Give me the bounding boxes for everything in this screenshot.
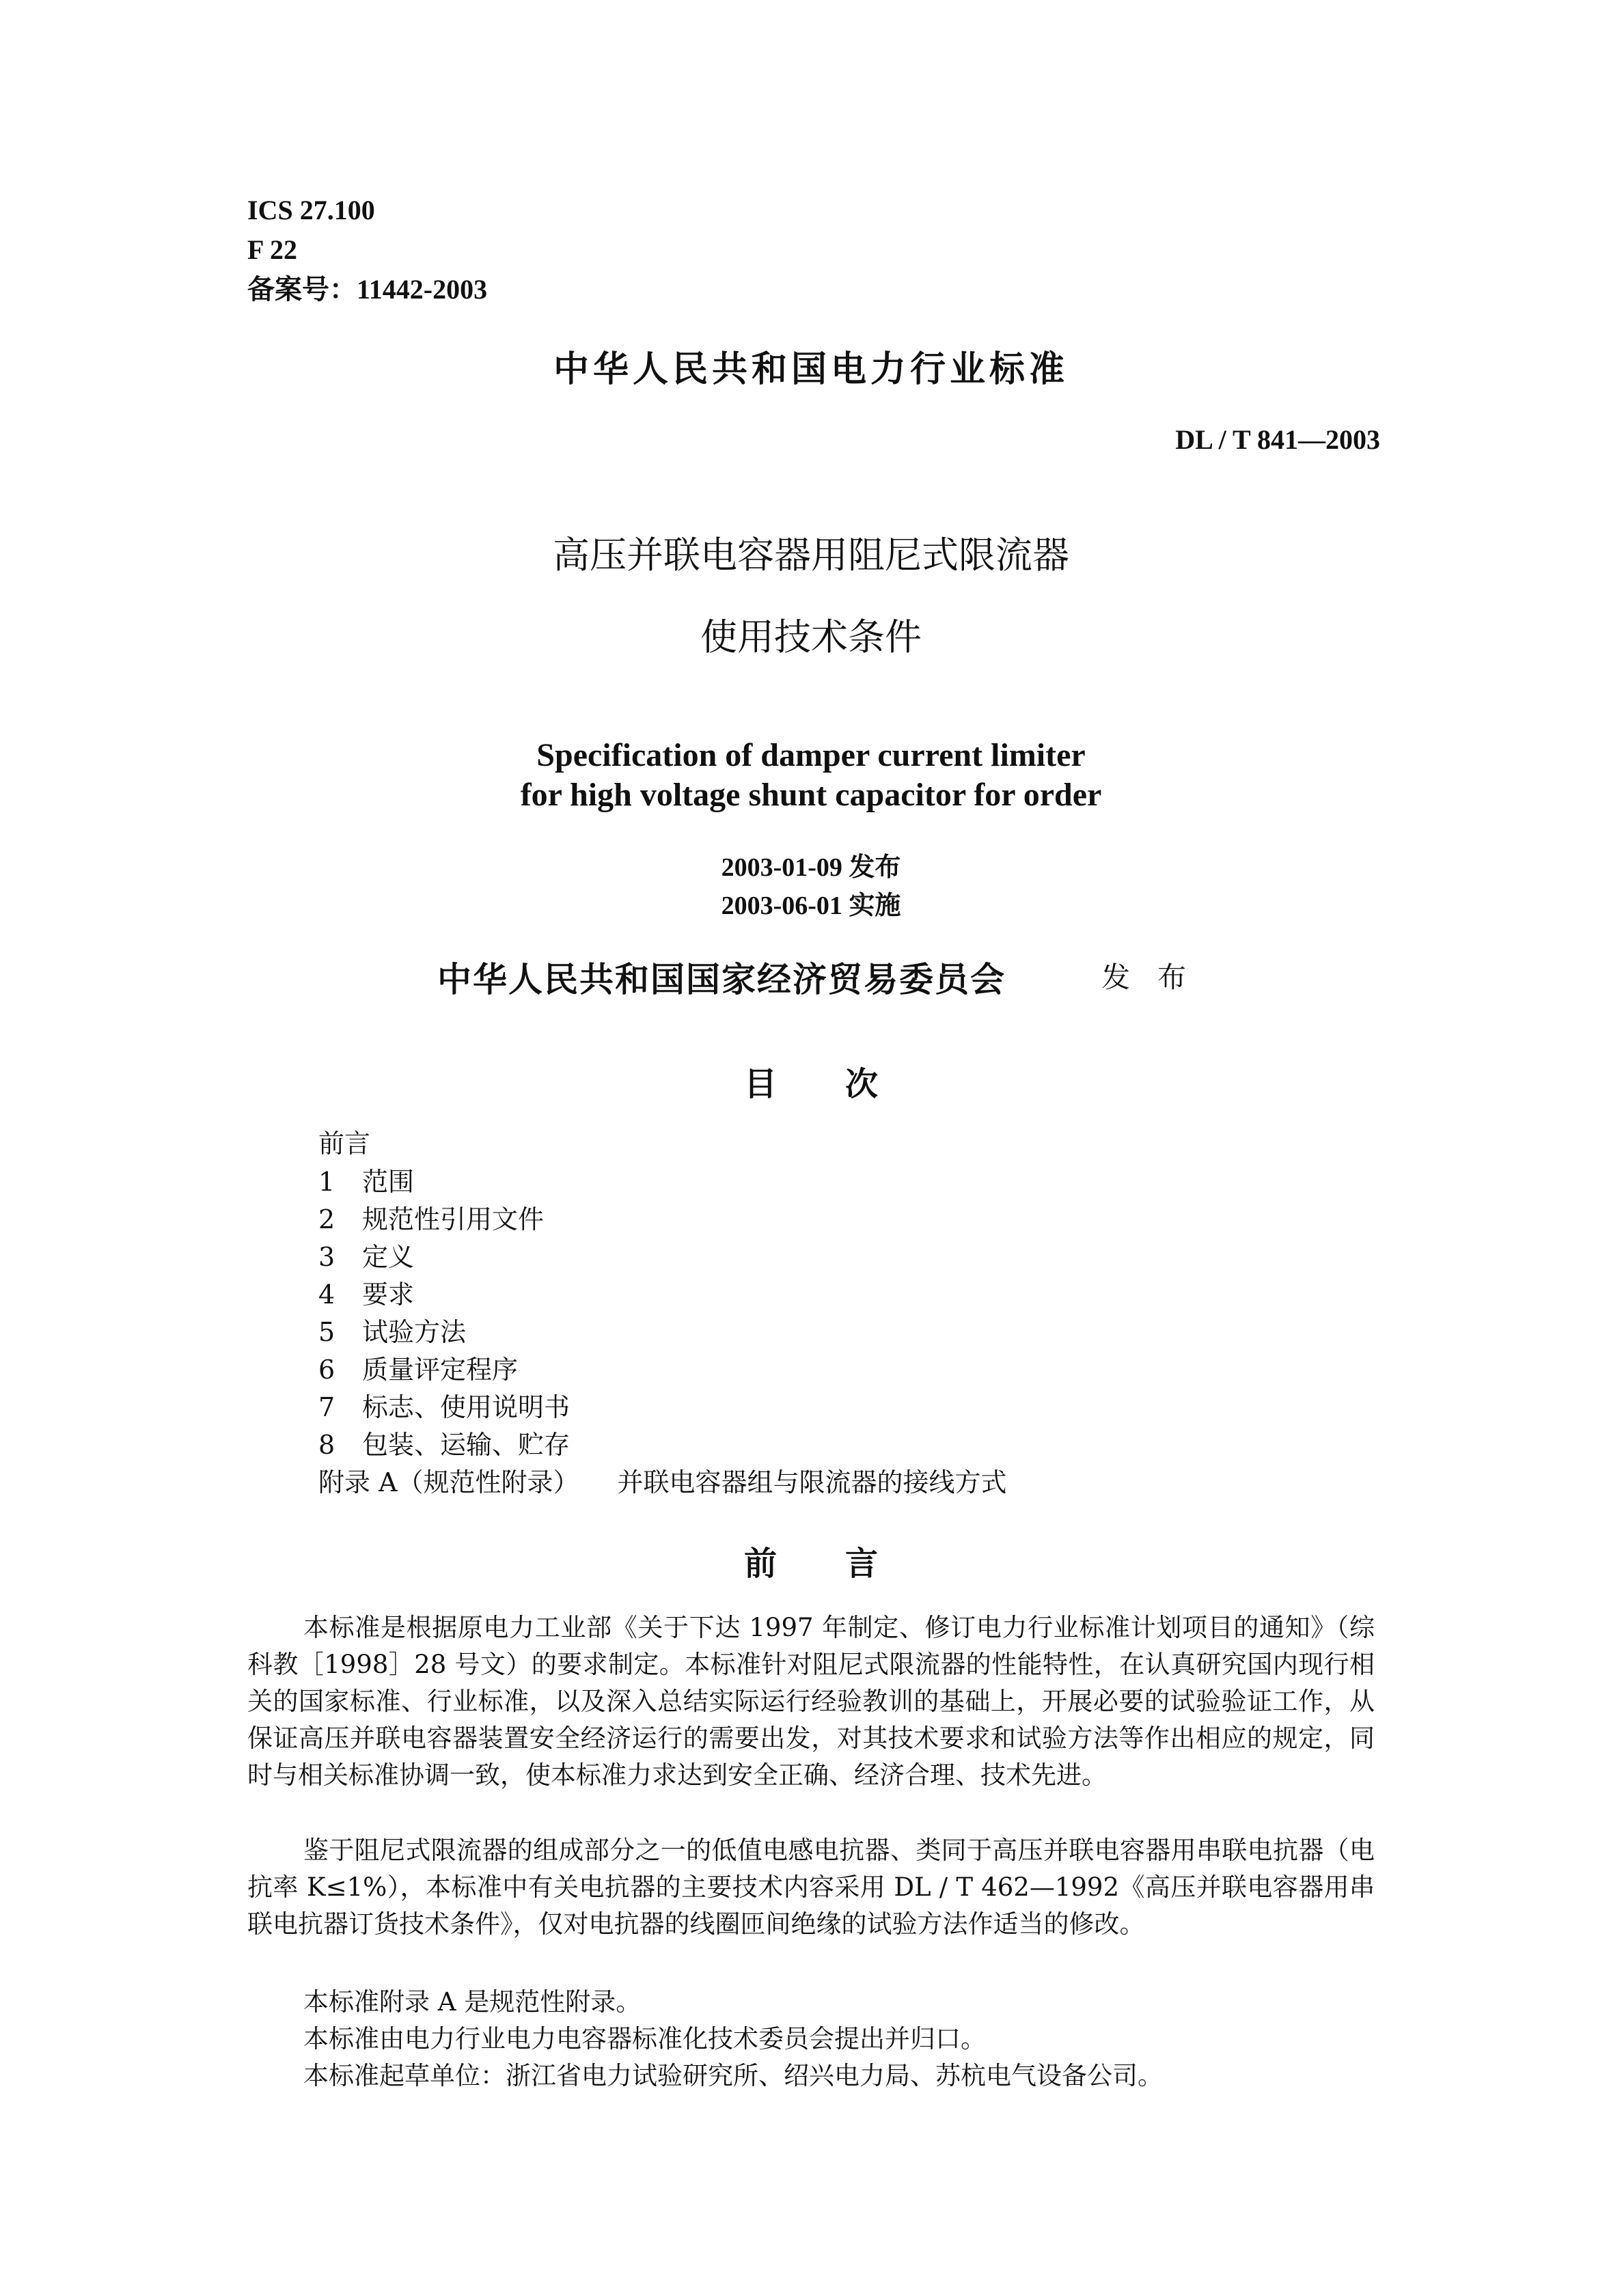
toc-item-number: 7 (318, 1392, 335, 1422)
issuer-name: 中华人民共和国国家经济贸易委员会 (437, 960, 1006, 999)
toc-appendix-title: 并联电容器组与限流器的接线方式 (617, 1467, 1007, 1497)
toc-item[interactable] (318, 1280, 414, 1310)
toc-item-number: 1 (318, 1167, 335, 1197)
toc-item[interactable] (318, 1129, 370, 1159)
foreword-paragraph: 鉴于阻尼式限流器的组成部分之一的低值电感电抗器、类同于高压并联电容器用串联电抗器（电抗率 K≤1%），本标准中有关电抗器的主要技术内容采用 DL / T 462—1992《高压并联电容器用串联电抗器订货技术条件》，仅对电抗器的线圈匝间绝缘的试验方法作适当的修改。 (247, 1836, 1375, 1939)
toc-item-number: 4 (318, 1280, 335, 1310)
toc-item[interactable] (318, 1392, 570, 1422)
agency-title: 中华人民共和国电力行业标准 (553, 349, 1069, 390)
implementation-date: 2003-06-01 实施 (721, 891, 901, 920)
standard-number: DL / T 841—2003 (1175, 424, 1380, 455)
title-cn-line2: 使用技术条件 (700, 616, 922, 659)
issue-date: 2003-01-09 发布 (721, 853, 901, 882)
toc-item[interactable] (318, 1204, 544, 1234)
toc-item[interactable] (318, 1355, 518, 1385)
toc-item-number: 6 (318, 1355, 335, 1385)
title-cn-line1: 高压并联电容器用阻尼式限流器 (553, 534, 1069, 577)
foreword-heading: 前言 (743, 1545, 946, 1583)
toc-item-label: 试验方法 (362, 1317, 467, 1347)
toc-item-label: 规范性引用文件 (362, 1204, 545, 1234)
toc-item[interactable] (318, 1167, 414, 1197)
issuer-action: 发布 (1101, 960, 1214, 994)
foreword-paragraph: 本标准起草单位：浙江省电力试验研究所、绍兴电力局、苏杭电气设备公司。 (303, 2061, 1163, 2090)
foreword-paragraph: 本标准是根据原电力工业部《关于下达 1997 年制定、修订电力行业标准计划项目的通知》（综科教［1998］28 号文）的要求制定。本标准针对阻尼式限流器的性能特性，在认真研究国内现行相关的国家标准、行业标准，以及深入总结实际运行经验教训的基础上，开展必要的试验验证工作，从保证高压并联电容器装置安全经济运行的需要出发，对其技术要求和试验方法等作出相应的规定，同时与相关标准协调一致，使本标准力求达到安全正确、经济合理、技术先进。 (247, 1613, 1375, 1790)
toc-item-label: 要求 (362, 1280, 415, 1310)
toc-item-number: 2 (318, 1204, 335, 1234)
toc-item-label: 范围 (362, 1167, 415, 1197)
toc-item-label: 包装、运输、贮存 (362, 1430, 571, 1460)
classification-code: F 22 (247, 234, 297, 265)
toc-item[interactable] (318, 1317, 466, 1347)
toc-item-number: 5 (318, 1317, 335, 1347)
ics-code: ICS 27.100 (247, 195, 375, 225)
toc-item[interactable] (318, 1242, 414, 1272)
toc-item[interactable] (318, 1430, 570, 1460)
title-en-line1: Specification of damper current limiter (536, 737, 1086, 773)
toc-item-label: 标志、使用说明书 (362, 1392, 571, 1422)
toc-item-label: 质量评定程序 (362, 1355, 519, 1385)
toc-item-number: 8 (318, 1430, 335, 1460)
filing-number: 备案号：11442-2003 (247, 274, 488, 305)
toc-appendix-label: 附录 A（规范性附录） (318, 1467, 579, 1497)
toc-appendix-item[interactable] (318, 1467, 1007, 1497)
foreword-paragraph: 本标准附录 A 是规范性附录。 (303, 1987, 642, 2017)
toc-heading: 目次 (743, 1065, 946, 1103)
title-en-line2: for high voltage shunt capacitor for order (520, 777, 1102, 813)
foreword-paragraph: 本标准由电力行业电力电容器标准化技术委员会提出并归口。 (303, 2024, 986, 2053)
toc-item-label: 前言 (318, 1129, 371, 1159)
toc-item-number: 3 (318, 1242, 335, 1272)
toc-item-label: 定义 (362, 1242, 415, 1272)
